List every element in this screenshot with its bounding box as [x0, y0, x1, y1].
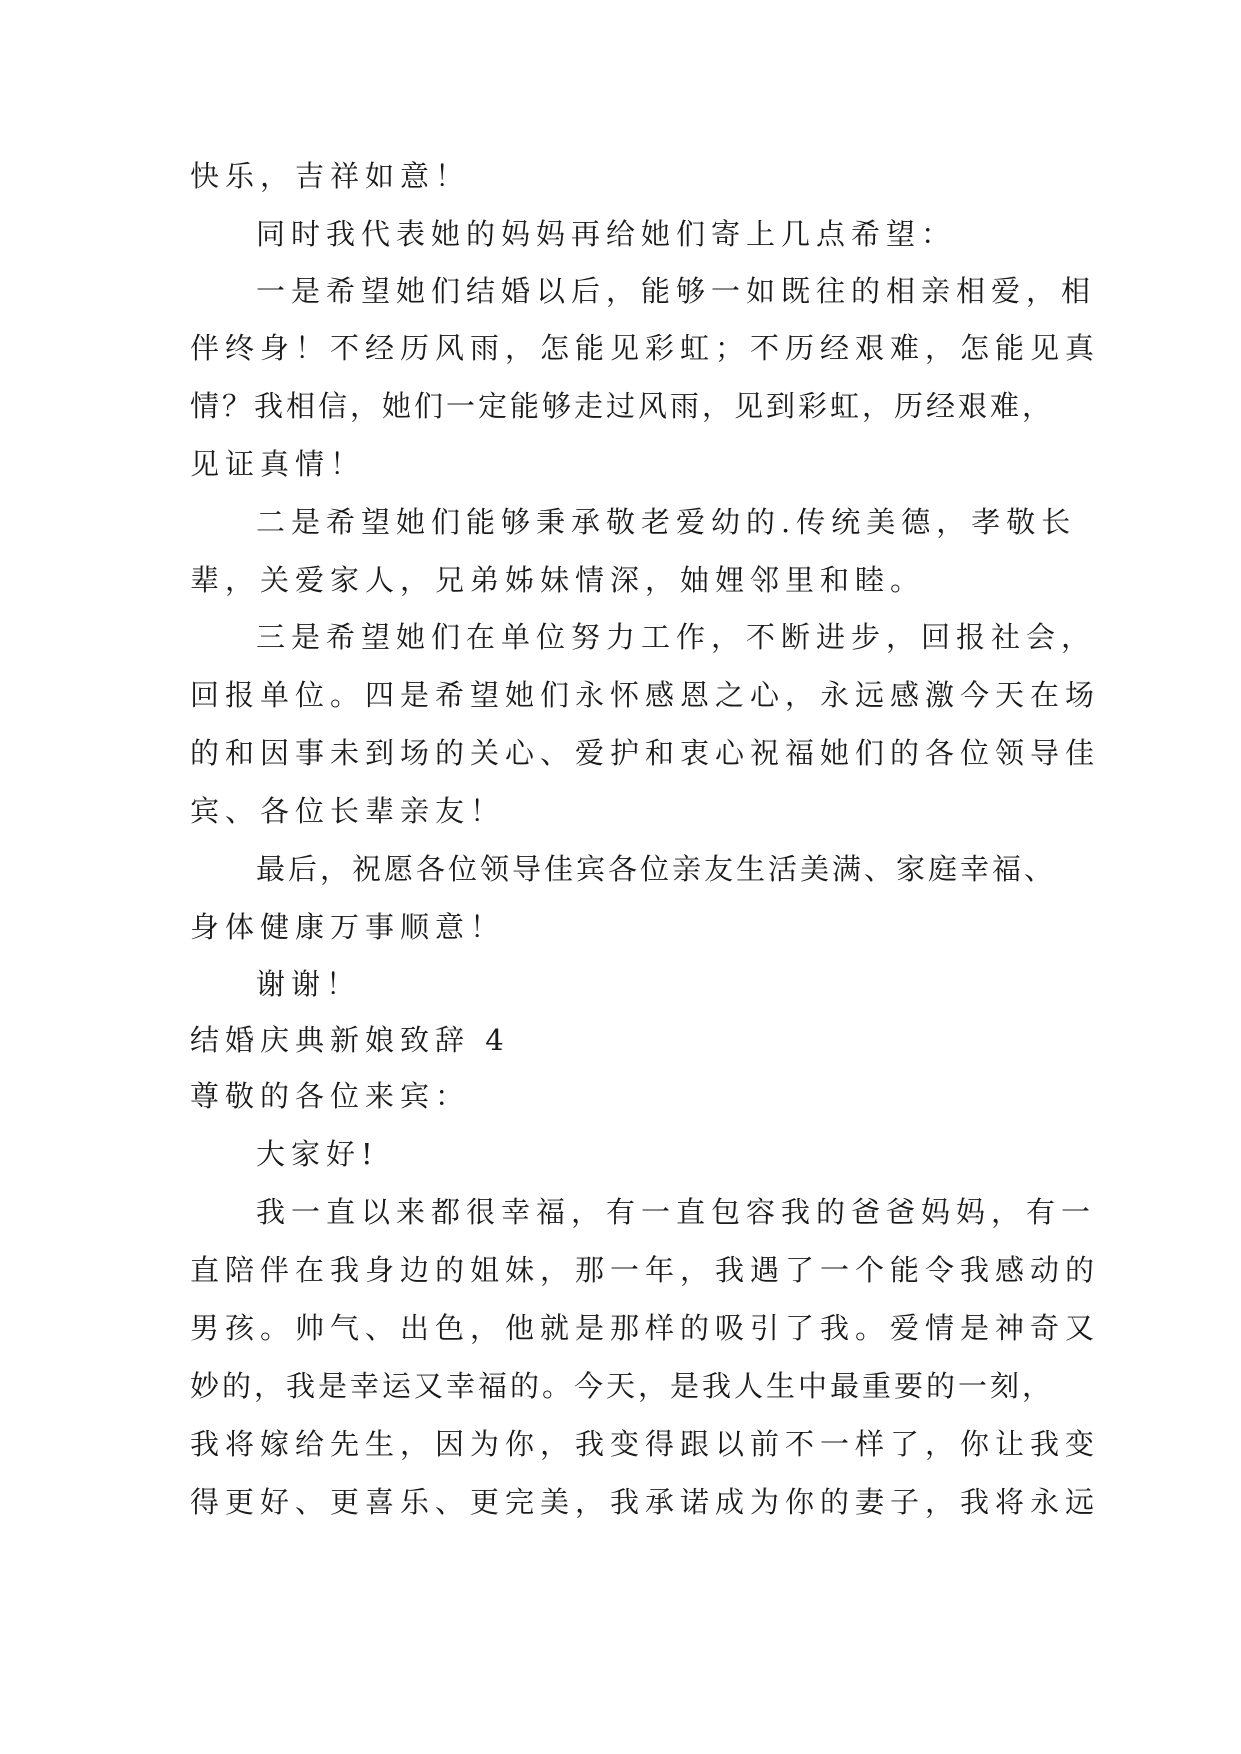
paragraph-line: 得更好、更喜乐、更完美，我承诺成为你的妻子，我将永远 [190, 1485, 1101, 1519]
paragraph-line: 最后，祝愿各位领导佳宾各位亲友生活美满、家庭幸福、 [256, 852, 1057, 886]
paragraph-line: 情？我相信，她们一定能够走过风雨，见到彩虹，历经艰难， [190, 389, 1055, 423]
paragraph-line: 男孩。帅气、出色，他就是那样的吸引了我。爱情是神奇又 [190, 1311, 1101, 1345]
paragraph-line: 谢谢！ [256, 967, 362, 1001]
paragraph-line: 直陪伴在我身边的姐妹，那一年，我遇了一个能令我感动的 [190, 1253, 1101, 1287]
paragraph-line: 的和因事未到场的关心、爱护和衷心祝福她们的各位领导佳 [190, 736, 1101, 770]
paragraph-line: 二是希望她们能够秉承敬老爱幼的.传统美德，孝敬长 [256, 505, 1077, 539]
paragraph-line: 我一直以来都很幸福，有一直包容我的爸爸妈妈，有一 [256, 1195, 1097, 1229]
greeting: 大家好! [256, 1137, 379, 1171]
paragraph-line: 快乐，吉祥如意！ [190, 159, 471, 193]
paragraph-line: 伴终身！不经历风雨，怎能见彩虹；不历经艰难，怎能见真 [190, 331, 1101, 365]
paragraph-line: 三是希望她们在单位努力工作，不断进步，回报社会， [256, 620, 1097, 654]
paragraph-line: 身体健康万事顺意！ [190, 910, 506, 944]
paragraph-line: 回报单位。四是希望她们永怀感恩之心，永远感激今天在场 [190, 678, 1101, 712]
paragraph-line: 辈，关爱家人，兄弟姊妹情深，妯娌邻里和睦。 [190, 563, 926, 597]
paragraph-line: 同时我代表她的妈妈再给她们寄上几点希望： [256, 217, 957, 251]
paragraph-line: 一是希望她们结婚以后，能够一如既往的相亲相爱，相 [256, 274, 1097, 308]
salutation: 尊敬的各位来宾： [190, 1079, 471, 1113]
paragraph-line: 宾、各位长辈亲友！ [190, 794, 506, 828]
paragraph-line: 见证真情！ [190, 447, 366, 481]
paragraph-line: 我将嫁给先生，因为你，我变得跟以前不一样了，你让我变 [190, 1427, 1101, 1461]
section-heading: 结婚庆典新娘致辞 4 [190, 1023, 510, 1057]
paragraph-line: 妙的，我是幸运又幸福的。今天，是我人生中最重要的一刻， [190, 1369, 1055, 1403]
